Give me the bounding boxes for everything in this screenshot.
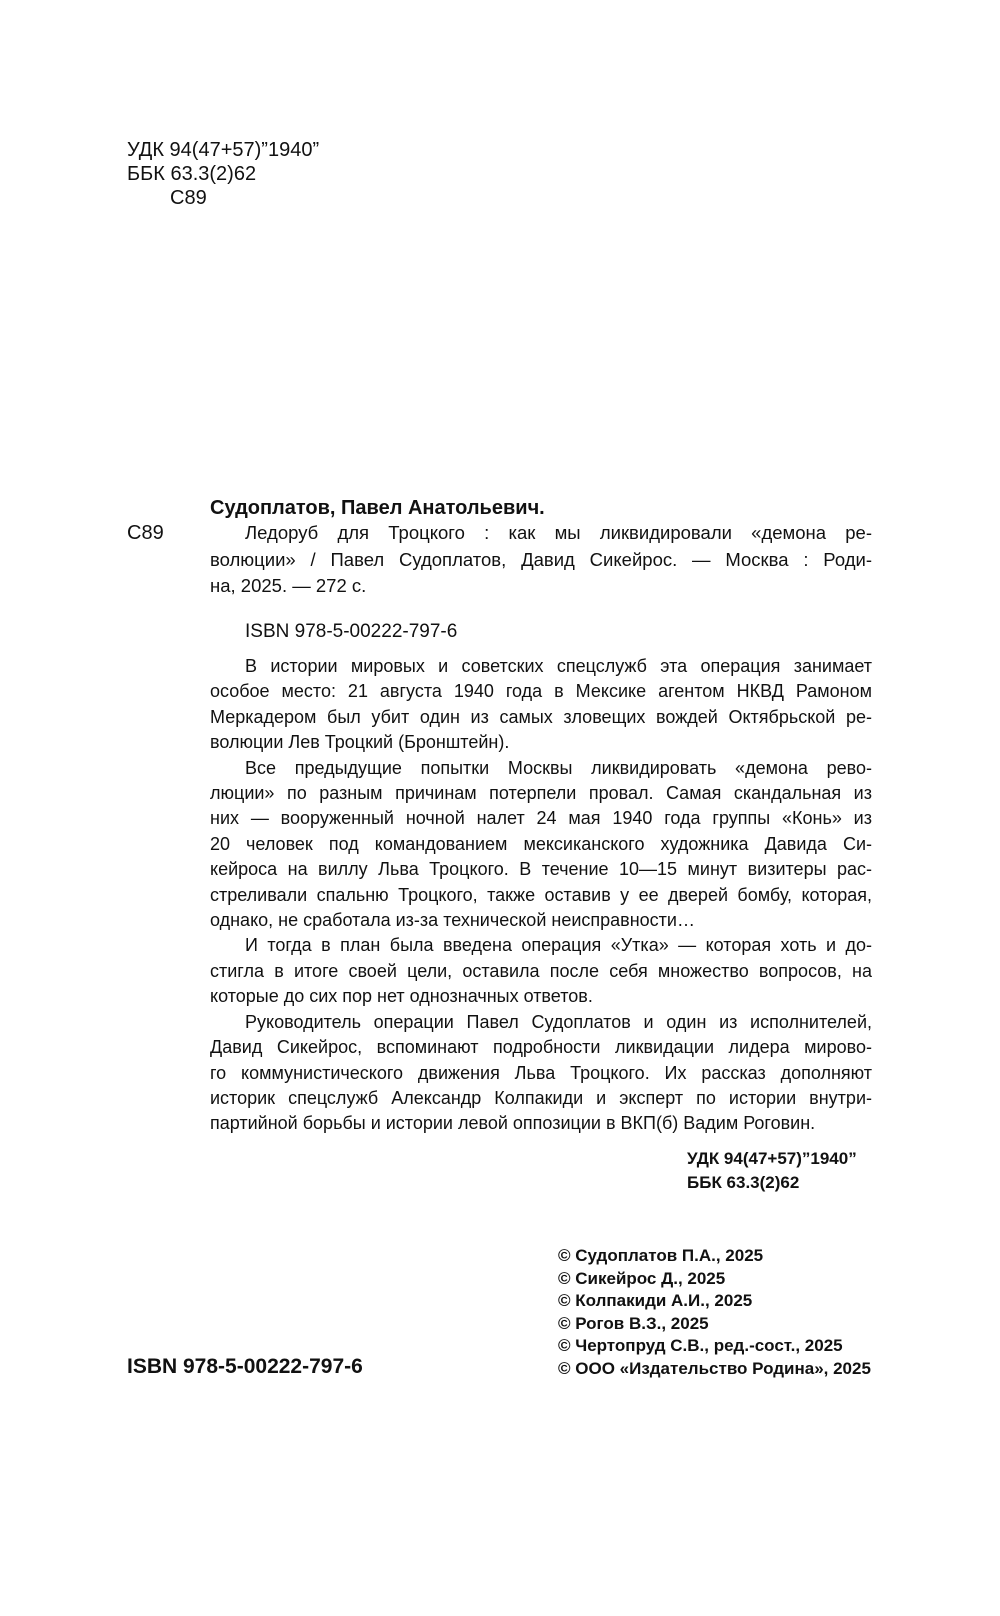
title-line: Ледоруб для Троцкого : как мы ликвидировали «демона ре-: [245, 522, 872, 543]
copyright-line: © Рогов В.З., 2025: [558, 1313, 709, 1333]
annotation-line: которые до сих пор нет однозначных ответов.: [210, 986, 593, 1007]
copyright-line: © Сикейрос Д., 2025: [558, 1268, 726, 1288]
classification-header: [127, 138, 319, 210]
annotation-paragraph: [210, 1010, 872, 1137]
copyright-line: © Судоплатов П.А., 2025: [558, 1246, 764, 1265]
record-isbn: ISBN 978-5-00222-797-6: [245, 621, 458, 642]
annotation-line: Все предыдущие попытки Москвы ликвидировать «демона рево-: [245, 757, 872, 778]
annotation-line: го коммунистического движения Льва Троцкого. Их рассказ дополняют: [210, 1062, 872, 1083]
annotation-line: люции» по разным причинам потерпели провал. Самая скандальная из: [210, 783, 872, 804]
annotation-paragraph: [210, 756, 872, 934]
annotation-line: историк спецслужб Александр Колпакиди и эксперт по истории внутри-: [210, 1087, 872, 1108]
title-line: на, 2025. — 272 с.: [210, 575, 367, 597]
annotation-line: стреливали спальню Троцкого, также оставив у ее дверей бомбу, которая,: [210, 884, 872, 905]
annotation-line: однако, не сработала из-за технической неисправности…: [210, 910, 695, 931]
record-author: Судоплатов, Павел Анатольевич.: [210, 497, 545, 519]
annotation-paragraph: [210, 654, 872, 756]
udk-code: УДК 94(47+57)”1940”: [127, 139, 320, 161]
copyright-line: © ООО «Издательство Родина», 2025: [558, 1358, 871, 1378]
annotation-line: стигла в итоге своей цели, оставила после себя множество вопросов, на: [210, 960, 872, 981]
bbk-code: ББК 63.3(2)62: [687, 1173, 800, 1192]
udk-code: УДК 94(47+57)”1940”: [687, 1149, 857, 1168]
annotation-line: Меркадером был убит один из самых зловещих вождей Октябрьской ре-: [210, 706, 872, 727]
footer-isbn: ISBN 978-5-00222-797-6: [127, 1355, 363, 1378]
record-title: [210, 520, 872, 600]
annotation-line: Руководитель операции Павел Судоплатов и один из исполнителей,: [245, 1011, 872, 1032]
annotation-line: партийной борьбы и истории левой оппозиции в ВКП(б) Вадим Роговин.: [210, 1113, 816, 1134]
title-line: волюции» / Павел Судоплатов, Давид Сикейрос. — Москва : Роди-: [210, 548, 872, 570]
copyright-list: [558, 1245, 871, 1380]
annotation-line: Давид Сикейрос, вспоминают подробности ликвидации лидера мирово-: [210, 1037, 872, 1058]
annotation-line: них — вооруженный ночной налет 24 мая 1940 года группы «Конь» из: [210, 808, 872, 829]
bbk-code: ББК 63.3(2)62: [127, 163, 257, 185]
annotation-line: И тогда в план была введена операция «Утка» — которая хоть и до-: [245, 935, 872, 956]
annotation-line: особое место: 21 августа 1940 года в Мексике агентом НКВД Рамоном: [210, 681, 872, 702]
annotation-paragraph: [210, 933, 872, 1009]
record-author-sign: С89: [127, 522, 164, 544]
copyright-line: © Колпакиди А.И., 2025: [558, 1291, 753, 1310]
annotation-line: В истории мировых и советских спецслужб эта операция занимает: [245, 656, 872, 676]
annotation: [210, 654, 872, 1137]
author-sign: С89: [170, 187, 207, 209]
annotation-line: кейроса на виллу Льва Троцкого. В течение 10—15 минут визитеры рас-: [210, 859, 872, 880]
annotation-line: волюции Лев Троцкий (Бронштейн).: [210, 732, 510, 753]
copyright-line: © Чертопруд С.В., ред.-сост., 2025: [558, 1336, 843, 1355]
classification-codes: [687, 1147, 857, 1195]
annotation-line: 20 человек под командованием мексиканского художника Давида Си-: [210, 833, 872, 854]
